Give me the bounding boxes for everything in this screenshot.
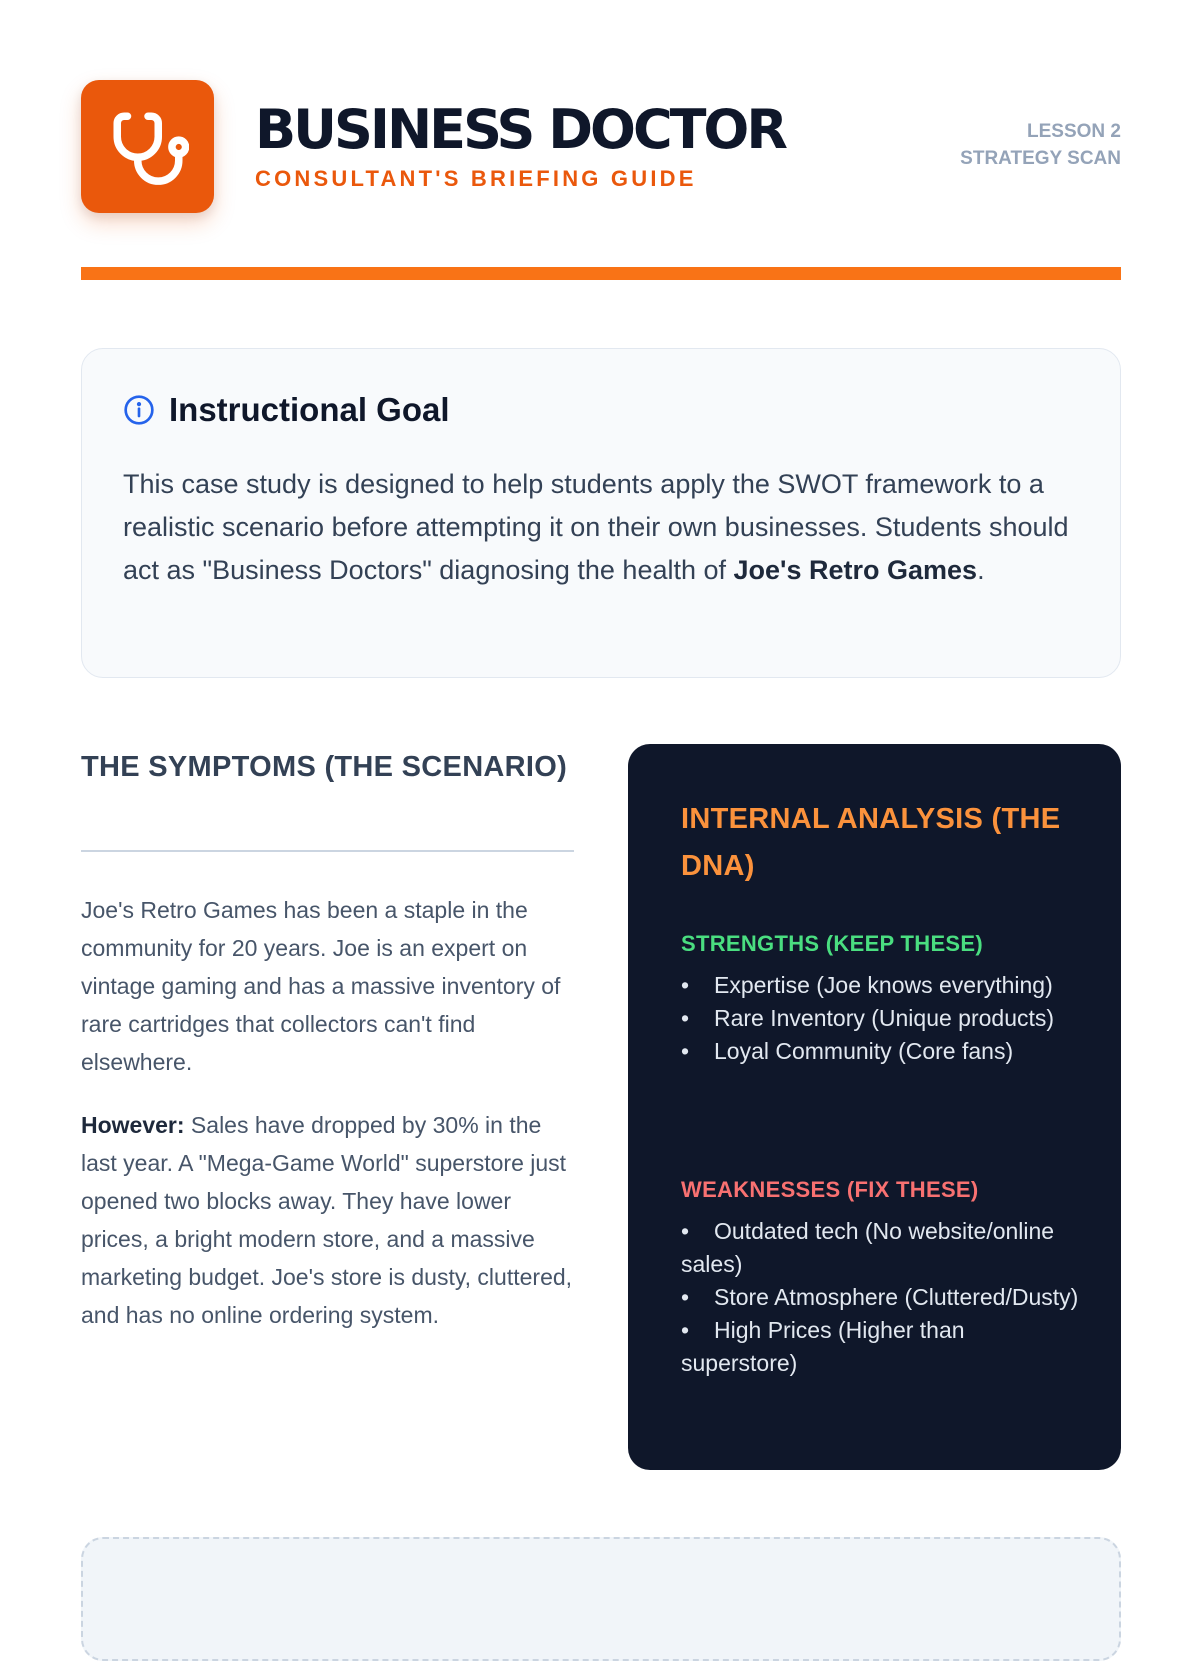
weakness-text: Store Atmosphere (Cluttered/Dusty) bbox=[714, 1284, 1079, 1310]
page-subtitle: CONSULTANT'S BRIEFING GUIDE bbox=[255, 166, 697, 191]
internal-analysis-title: INTERNAL ANALYSIS (THE DNA) bbox=[681, 803, 1061, 882]
weaknesses-list bbox=[681, 1215, 1081, 1380]
goal-description bbox=[123, 463, 1083, 592]
scenario-however-paragraph bbox=[81, 1106, 574, 1334]
list-item: • Loyal Community (Core fans) bbox=[681, 1038, 1014, 1064]
strengths-list bbox=[681, 969, 1081, 1068]
list-item: • Rare Inventory (Unique products) bbox=[681, 1005, 1055, 1031]
lesson-label bbox=[960, 118, 1121, 172]
strength-text: Rare Inventory (Unique products) bbox=[714, 1005, 1055, 1031]
lesson-topic: STRATEGY SCAN bbox=[960, 148, 1121, 169]
strengths-heading: STRENGTHS (KEEP THESE) bbox=[681, 931, 984, 956]
strength-text: Expertise (Joe knows everything) bbox=[714, 972, 1053, 998]
however-text: Sales have dropped by 30% in the last year. A "Mega-Game World" superstore just opened two blocks away. They have lower prices, a bright modern store, and a massive marketing budget. Joe's store is dusty, cluttered, and has no online ordering system. bbox=[81, 1112, 573, 1328]
symptoms-title: THE SYMPTOMS (THE SCENARIO) bbox=[81, 751, 568, 783]
however-label: However: bbox=[81, 1112, 185, 1138]
header-divider bbox=[81, 267, 1121, 280]
page-header bbox=[81, 80, 1121, 215]
scenario-paragraph: Joe's Retro Games has been a staple in the community for 20 years. Joe is an expert on vintage gaming and has a massive inventory of rare cartridges that collectors can't find elsewhere. bbox=[81, 897, 561, 1075]
list-item: • High Prices (Higher than superstore) bbox=[681, 1317, 965, 1376]
goal-text: This case study is designed to help students apply the SWOT framework to a realistic scenario before attempting it on their own businesses. Students should act as "Business Doctors" diagnosing the health of bbox=[123, 469, 1069, 585]
internal-analysis-card bbox=[628, 744, 1121, 1470]
goal-header bbox=[123, 391, 450, 429]
page-title: BUSINESS DOCTOR bbox=[255, 98, 785, 161]
weakness-text: High Prices (Higher than superstore) bbox=[681, 1317, 965, 1376]
instructional-goal-card bbox=[81, 348, 1121, 678]
weakness-text: Outdated tech (No website/online sales) bbox=[681, 1218, 1055, 1277]
goal-text-end: . bbox=[977, 555, 985, 585]
weaknesses-heading: WEAKNESSES (FIX THESE) bbox=[681, 1177, 979, 1202]
symptoms-divider bbox=[81, 850, 574, 852]
lesson-number: LESSON 2 bbox=[1027, 121, 1121, 142]
list-item: • Expertise (Joe knows everything) bbox=[681, 972, 1053, 998]
logo bbox=[81, 80, 214, 213]
info-icon bbox=[123, 394, 155, 426]
strength-text: Loyal Community (Core fans) bbox=[714, 1038, 1014, 1064]
list-item: • Outdated tech (No website/online sales) bbox=[681, 1218, 1055, 1277]
symptoms-section bbox=[81, 744, 574, 1328]
list-item: • Store Atmosphere (Cluttered/Dusty) bbox=[681, 1284, 1079, 1310]
stethoscope-icon bbox=[107, 106, 189, 188]
next-section-placeholder bbox=[81, 1537, 1121, 1661]
goal-business-name: Joe's Retro Games bbox=[733, 555, 978, 585]
goal-title: Instructional Goal bbox=[169, 391, 450, 428]
